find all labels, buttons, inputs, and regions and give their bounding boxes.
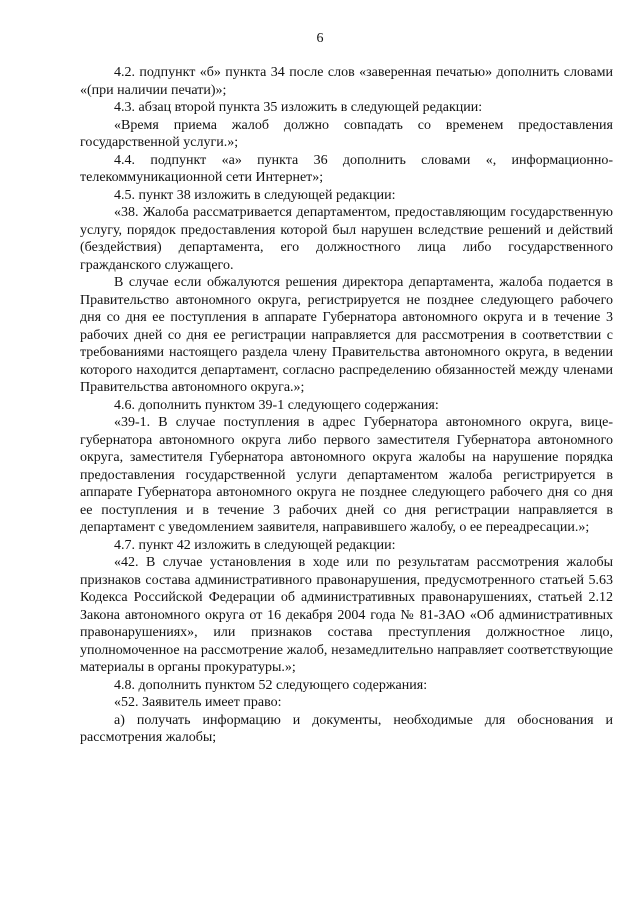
paragraph-52-a: а) получать информацию и документы, необходимые для обоснования и рассмотрения жалобы;: [80, 712, 613, 745]
paragraph-52: «52. Заявитель имеет право:: [114, 695, 282, 710]
paragraph-4-8: 4.8. дополнить пунктом 52 следующего содержания:: [114, 677, 428, 693]
paragraph-42: «42. В случае установления в ходе или по результатам рассмотрения жалобы признаков состава административного правонарушения, предусмотренного статьей 5.63 Кодекса Российской Федерации об административных правонарушениях, статьей 2.12 Закона автономного округа от 16 декабря 2004 года № 81-ЗАО «Об административных правонарушениях», или признаков состава преступления должностное лицо, уполномоченное на рассмотрение жалоб, незамедлительно направляет соответствующие материалы в органы прокуратуры.»;: [80, 555, 613, 675]
paragraph-4-3: 4.3. абзац второй пункта 35 изложить в следующей редакции:: [114, 100, 483, 115]
paragraph-38: «38. Жалоба рассматривается департаментом, предоставляющим государственную услугу, порядок предоставления которой был нарушен вследствие решений и действий (бездействия) департамента, его должностного лица либо государственного гражданского служащего.: [80, 205, 613, 273]
paragraph-4-6: 4.6. дополнить пунктом 39-1 следующего содержания:: [114, 397, 439, 413]
paragraph-4-7: 4.7. пункт 42 изложить в следующей редакции:: [114, 537, 396, 553]
paragraph-38-second: В случае если обжалуются решения директора департамента, жалоба подается в Правительство автономного округа, регистрируется не позднее следующего рабочего дня со дня ее поступления в аппарате Губернатора автономного округа и в течение 3 рабочих дней со дня ее регистрации направляется для рассмотрения в соответствии с требованиями настоящего раздела члену Правительства автономного округа, в ведении которого находится департамент, согласно распределению обязанностей между членами Правительства автономного округа.»;: [80, 275, 613, 395]
document-body: [80, 64, 613, 747]
paragraph-4-2: 4.2. подпункт «б» пункта 34 после слов «заверенная печатью» дополнить словами «(при наличии печати)»;: [80, 65, 613, 98]
paragraph-4-4: 4.4. подпункт «а» пункта 36 дополнить словами «, информационно-телекоммуникационной сети Интернет»;: [80, 152, 613, 185]
paragraph-39-1: «39-1. В случае поступления в адрес Губернатора автономного округа, вице-губернатора автономного округа либо первого заместителя Губернатора автономного округа, заместителя Губернатора автономного округа жалобы на нарушение порядка предоставления государственной услуги департаментом жалоба регистрируется в аппарате Губернатора автономного округа не позднее следующего рабочего дня со дня ее поступления и в течение 3 рабочих дней со дня регистрации направляется в департамент с уведомлением заявителя, направившего жалобу, о ее переадресации.»;: [80, 415, 613, 535]
paragraph-4-5: 4.5. пункт 38 изложить в следующей редакции:: [114, 187, 396, 203]
page-number: 6: [316, 31, 324, 46]
paragraph-4-3-text: «Время приема жалоб должно совпадать со временем предоставления государственной услуги.»;: [80, 117, 613, 150]
